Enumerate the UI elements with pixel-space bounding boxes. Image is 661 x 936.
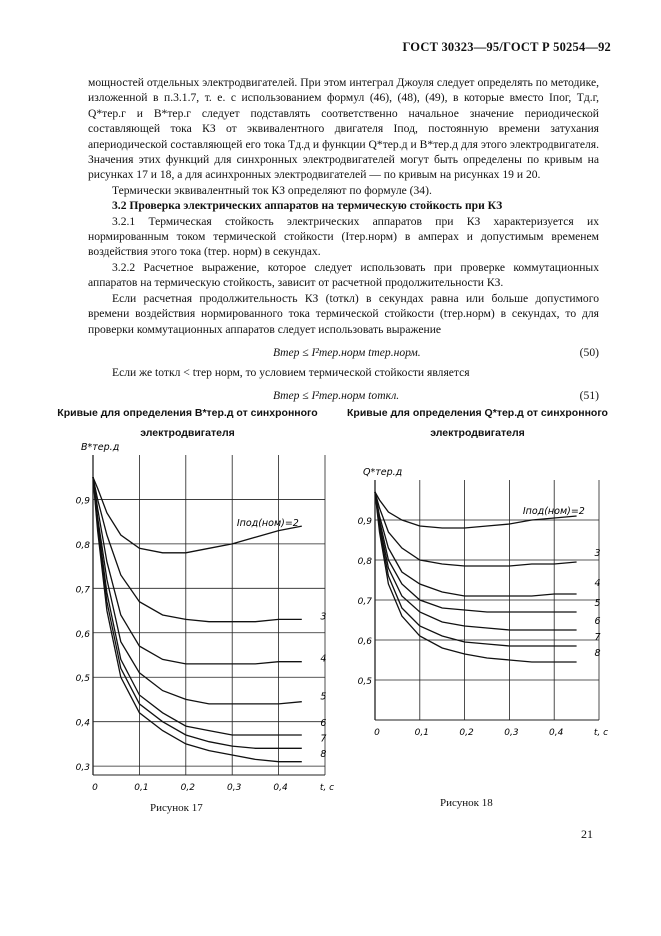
formula-51-number: (51) [579, 389, 599, 403]
fig17-series-label-3: 3 [320, 611, 327, 623]
fig17-y-tick-label: 0,5 [75, 674, 90, 685]
fig18-series-label-5: 5 [594, 598, 601, 609]
fig18-y-tick-label: 0,7 [357, 597, 372, 607]
fig17-y-tick-label: 0,9 [75, 496, 90, 507]
fig18-x-tick-label: t, c [593, 728, 609, 738]
fig18-x-tick-label: 0,1 [414, 728, 429, 738]
fig17-y-tick-label: 0,7 [75, 585, 90, 596]
fig17-series-label-5: 5 [320, 691, 327, 703]
fig17-x-tick-label: 0,4 [273, 783, 288, 793]
fig18-series-label-6: 6 [594, 616, 601, 627]
fig18-y-tick-label: 0,5 [357, 677, 372, 687]
fig17-y-tick-label: 0,6 [75, 629, 90, 640]
fig18-y-tick-label: 0,9 [357, 517, 372, 527]
figure-17-caption: Рисунок 17 [150, 802, 203, 814]
fig17-x-tick-label: 0 [92, 783, 98, 793]
paragraph-short-duration: Если же tоткл < tтер норм, то условием термической стойкости является [112, 365, 470, 379]
fig18-x-tick-label: 0,4 [549, 728, 564, 738]
fig17-y-axis-label: B*тер.д [81, 442, 120, 453]
paragraph-3-2-1: 3.2.1 Термическая стойкость электрических аппаратов при КЗ характеризуется их нормированным током термической стойкости (Iтер.норм) в амперах и допустимым временем воздействия этого тока (tтер. норм) в секундах. [88, 214, 599, 259]
fig18-series-line-3 [375, 492, 577, 566]
figure-17-chart [55, 442, 335, 795]
figure-18 [345, 403, 610, 443]
document-header: ГОСТ 30323—95/ГОСТ Р 50254—92 [402, 40, 611, 54]
fig17-x-tick-label: 0,2 [180, 783, 195, 793]
fig18-series-label-4: 4 [594, 578, 601, 589]
fig17-y-tick-label: 0,3 [75, 763, 90, 774]
formula-50-expression: Bтер ≤ I²тер.норм tтер.норм. [273, 345, 421, 359]
section-heading: 3.2 Проверка электрических аппаратов на термическую стойкость при КЗ [112, 199, 503, 213]
fig18-x-tick-label: 0,2 [459, 728, 474, 738]
paragraph-duration-condition: Если расчетная продолжительность КЗ (tоткл) в секундах равна или больше допустимого времени воздействия нормированного тока термической стойкости (tтер.норм) в секундах, то для проверки коммутационных аппаратов следует использовать выражение [88, 291, 599, 336]
fig17-series-line-4 [93, 477, 302, 664]
figure-18-caption: Рисунок 18 [440, 797, 493, 809]
fig17-series-label-Iпод(ном)=2: Iпод(ном)=2 [236, 518, 299, 530]
fig17-series-line-6 [93, 477, 302, 735]
fig17-series-line-Iпод(ном)=2 [93, 477, 302, 553]
paragraph-3-2-2: 3.2.2 Расчетное выражение, которое следует использовать при проверке коммутационных аппаратов на термическую стойкость, зависит от расчетной продолжительности КЗ. [88, 260, 599, 290]
figure-18-title [345, 403, 610, 443]
fig18-series-line-8 [375, 492, 577, 662]
fig17-series-line-5 [93, 477, 302, 704]
fig18-x-tick-label: 0,3 [504, 728, 519, 738]
paragraph-equivalent-current: Термически эквивалентный ток КЗ определяют по формуле (34). [112, 183, 432, 197]
fig17-y-tick-label: 0,4 [75, 718, 90, 729]
fig17-x-tick-label: 0,1 [134, 783, 149, 793]
fig17-x-tick-label: 0,3 [227, 783, 242, 793]
figure-18-title-line2: электродвигателя [430, 427, 525, 439]
fig18-series-label-Iпод(ном)=2: Iпод(ном)=2 [522, 506, 585, 517]
figure-18-chart [345, 462, 615, 752]
fig17-series-label-8: 8 [320, 749, 327, 761]
page-number: 21 [581, 827, 593, 841]
fig18-series-label-7: 7 [594, 632, 601, 643]
fig18-series-label-8: 8 [594, 648, 601, 659]
figure-18-title-line1: Кривые для определения Q*тер.д от синхронного [347, 407, 608, 419]
fig18-x-tick-label: 0 [374, 728, 380, 738]
formula-50 [88, 341, 599, 365]
fig18-y-axis-label: Q*тер.д [363, 467, 403, 478]
fig18-y-tick-label: 0,8 [357, 557, 372, 567]
document-body [88, 75, 599, 408]
formula-51-expression: Bтер ≤ I²тер.норм tоткл. [273, 389, 400, 403]
fig17-series-label-6: 6 [320, 718, 327, 730]
fig17-series-label-7: 7 [320, 733, 327, 745]
fig17-x-tick-label: t, c [319, 783, 335, 793]
fig18-y-tick-label: 0,6 [357, 637, 372, 647]
formula-50-number: (50) [579, 345, 599, 359]
figure-17-title [55, 403, 320, 443]
fig17-series-label-4: 4 [320, 653, 327, 665]
fig17-y-tick-label: 0,8 [75, 540, 90, 551]
paragraph-joule-integral: мощностей отдельных электродвигателей. При этом интеграл Джоуля следует определять по методике, изложенной в п.3.1.7, т. е. с использованием формул (46), (48), (49), в которые вместо Iпог, Тд.г, Q*тер.г и B*тер.г следует подставлять соответственно начальное значение периодической составляющей тока КЗ от эквивалентного двигателя Iпод, постоянную времени затухания апериодической составляющей его тока Тд.д и функции Q*тер.д и B*тер.д для этого электродвигателя. Значения этих функций для синхронных электродвигателей могут быть определены по кривым на рисунках 17 и 18, а для асинхронных электродвигателей — по кривым на рисунках 19 и 20. [88, 76, 599, 182]
figure-17-title-line1: Кривые для определения B*тер.д от синхронного [57, 407, 318, 419]
fig18-series-label-3: 3 [594, 548, 601, 559]
figure-17-title-line2: электродвигателя [140, 427, 235, 439]
fig17-series-line-3 [93, 477, 302, 622]
figure-17 [55, 403, 320, 443]
